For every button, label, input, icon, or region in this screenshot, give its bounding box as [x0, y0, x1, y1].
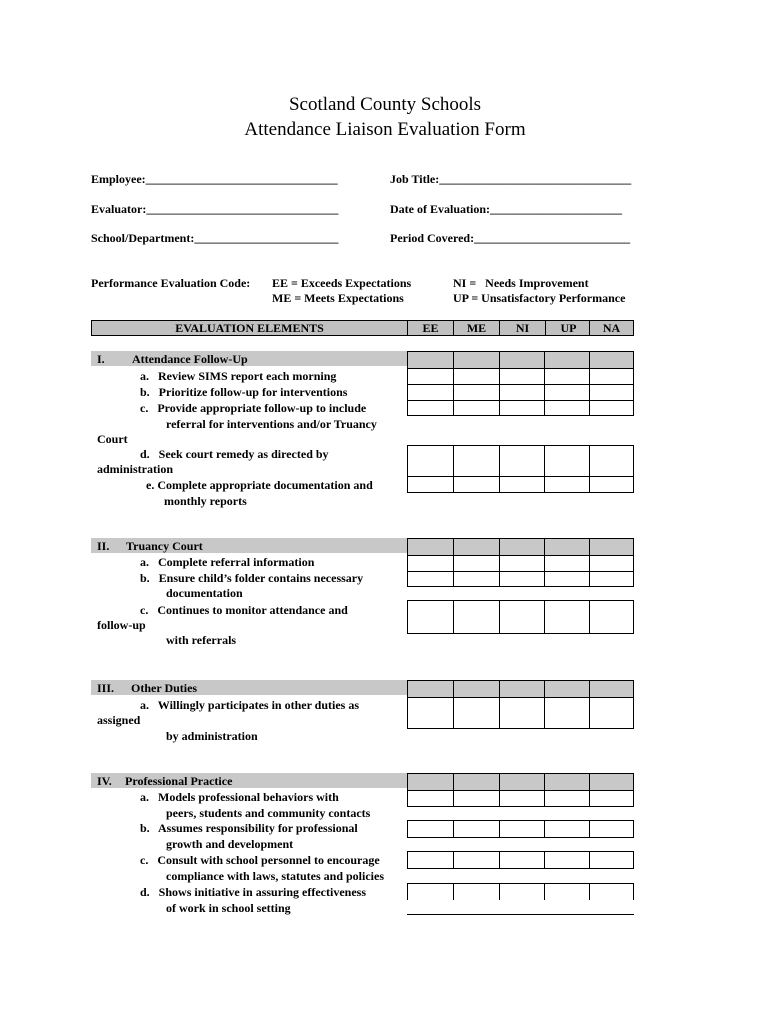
s4-rating-grid-c[interactable] — [407, 851, 634, 869]
s1-item-d2: administration — [97, 462, 174, 476]
s4-rating-row-header — [408, 774, 633, 790]
s4-item-a1: a. Models professional behaviors with — [140, 790, 339, 804]
s4-rating-row-c[interactable] — [408, 852, 633, 868]
section-4-number: IV. — [97, 774, 112, 788]
code-ee: EE = Exceeds Expectations — [272, 276, 412, 290]
s4-rating-row-d[interactable] — [408, 884, 633, 900]
date-of-evaluation-field[interactable]: Date of Evaluation:______________________ — [390, 202, 622, 216]
s1-rating-grid[interactable] — [407, 351, 634, 416]
s4-rating-grid-d[interactable] — [407, 883, 634, 900]
evaluation-table-header — [91, 320, 634, 336]
section-2-title: Truancy Court — [126, 539, 203, 553]
s2-rating-row-header — [408, 539, 633, 555]
s2-item-c3: with referrals — [166, 633, 237, 647]
section-1-title: Attendance Follow-Up — [132, 352, 248, 366]
s4-item-d1: d. Shows initiative in assuring effectiveness — [140, 885, 367, 899]
s2-item-b2: documentation — [166, 586, 243, 600]
employee-field[interactable]: Employee:________________________________ — [91, 172, 338, 186]
section-1-number: I. — [97, 352, 105, 366]
s3-item-a1: a. Willingly participates in other duties as — [140, 698, 360, 712]
s4-item-d2: of work in school setting — [166, 901, 291, 915]
s4-rating-row-a[interactable] — [408, 790, 633, 806]
s2-item-c1: c. Continues to monitor attendance and — [140, 603, 348, 617]
header-me: ME — [466, 321, 487, 335]
evaluator-field[interactable]: Evaluator:________________________________ — [91, 202, 339, 216]
header-up: UP — [560, 321, 577, 335]
s1-item-b: b. Prioritize follow-up for interventions — [140, 385, 348, 399]
s4-rating-row-b[interactable] — [408, 821, 633, 837]
s4-rating-underline[interactable] — [407, 899, 634, 915]
code-me: ME = Meets Expectations — [272, 291, 404, 305]
s1-item-e2: monthly reports — [164, 494, 247, 508]
code-label: Performance Evaluation Code: — [91, 276, 251, 290]
header-ee: EE — [422, 321, 439, 335]
section-4-title: Professional Practice — [125, 774, 233, 788]
s4-item-c2: compliance with laws, statutes and policies — [166, 869, 385, 883]
form-title-line1: Scotland County Schools — [288, 94, 482, 115]
s1-item-c3: Court — [97, 432, 128, 446]
s1-rating-row-b[interactable] — [408, 384, 633, 400]
s1-rating-row-e[interactable] — [408, 476, 633, 492]
section-3-number: III. — [97, 681, 115, 695]
s2-item-a: a. Complete referral information — [140, 555, 315, 569]
header-elements: EVALUATION ELEMENTS — [175, 321, 324, 335]
s2-rating-grid[interactable] — [407, 538, 634, 587]
section-3-title: Other Duties — [131, 681, 198, 695]
job-title-field[interactable]: Job Title:________________________________ — [390, 172, 632, 186]
s3-item-a3: by administration — [166, 729, 258, 743]
s4-item-b1: b. Assumes responsibility for professional — [140, 821, 358, 835]
header-ni: NI — [515, 321, 530, 335]
s2-rating-row-b[interactable] — [408, 571, 633, 586]
s1-item-c2: referral for interventions and/or Truancy — [166, 417, 377, 431]
header-na: NA — [602, 321, 621, 335]
s4-item-b2: growth and development — [166, 837, 294, 851]
s2-rating-row-a[interactable] — [408, 555, 633, 571]
school-department-field[interactable]: School/Department:________________________ — [91, 231, 339, 245]
s4-rating-grid-b[interactable] — [407, 820, 634, 838]
s1-item-e1: e. Complete appropriate documentation and — [146, 478, 373, 492]
s3-rating-row-header — [408, 681, 633, 697]
s4-item-c1: c. Consult with school personnel to encourage — [140, 853, 380, 867]
s3-rating-grid[interactable] — [407, 680, 634, 729]
s1-rating-row-header — [408, 352, 633, 368]
s1-item-c1: c. Provide appropriate follow-up to include — [140, 401, 367, 415]
s2-rating-grid-2[interactable] — [407, 600, 634, 634]
s1-item-a: a. Review SIMS report each morning — [140, 369, 337, 383]
s1-rating-row-a[interactable] — [408, 368, 633, 384]
s3-rating-row-a[interactable] — [408, 697, 633, 728]
s1-rating-row-c[interactable] — [408, 400, 633, 415]
code-ni: NI = Needs Improvement — [453, 276, 589, 290]
s2-item-c2: follow-up — [97, 618, 146, 632]
s4-item-a2: peers, students and community contacts — [166, 806, 371, 820]
s2-item-b1: b. Ensure child’s folder contains necessary — [140, 571, 364, 585]
period-covered-field[interactable]: Period Covered:__________________________ — [390, 231, 631, 245]
s4-rating-grid[interactable] — [407, 773, 634, 807]
form-title-line2: Attendance Liaison Evaluation Form — [244, 119, 526, 140]
s3-item-a2: assigned — [97, 713, 141, 727]
code-up: UP = Unsatisfactory Performance — [453, 291, 626, 305]
s1-item-d1: d. Seek court remedy as directed by — [140, 447, 329, 461]
s1-rating-grid-2[interactable] — [407, 445, 634, 493]
s2-rating-row-c[interactable] — [408, 601, 633, 633]
s1-rating-row-d[interactable] — [408, 446, 633, 476]
section-2-number: II. — [97, 539, 110, 553]
